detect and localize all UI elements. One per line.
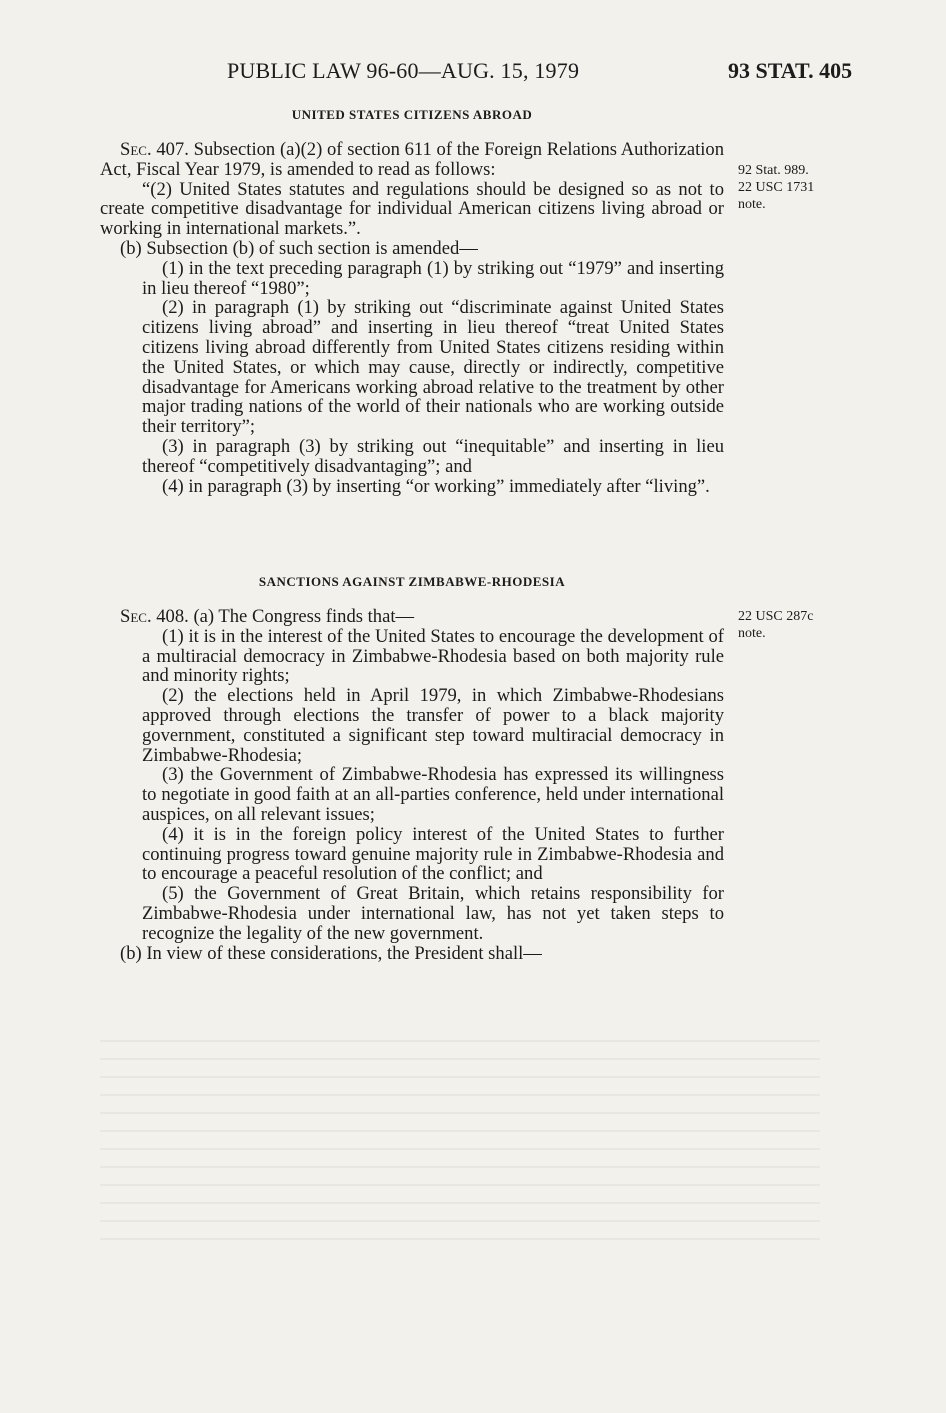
margin-note-line: note. [738,197,766,212]
sec-407-item-4: (4) in paragraph (3) by inserting “or working” immediately after “living”. [162,475,710,497]
margin-note-line: 22 USC 287c [738,609,814,624]
section-heading-zimbabwe-rhodesia: SANCTIONS AGAINST ZIMBABWE-RHODESIA [258,574,566,589]
sec-408-item-2: (2) the elections held in April 1979, in which Zimbabwe-Rhodesians approved through elections the transfer of power to a black majority government, constituted a significant step toward multiracial democracy in Zimbabwe-Rhodesia; [142,685,724,766]
margin-note-line: note. [738,626,766,641]
page-header-title: PUBLIC LAW 96-60—AUG. 15, 1979 [227,58,580,83]
sec-407-item-3: (3) in paragraph (3) by striking out “inequitable” and inserting in lieu thereof “competitively disadvantaging”; and [142,435,724,477]
margin-note-sec-407 [738,162,814,213]
sec-label: Sec. [120,606,152,627]
sec-407-subsection-b: (b) Subsection (b) of such section is amended— [120,237,478,259]
sec-407-text: 407. Subsection (a)(2) of section 611 of the Foreign Relations Authorization Act, Fiscal Year 1979, is amended to read as follows: [100,139,724,180]
sec-408-text: 408. (a) The Congress finds that— [151,606,415,627]
sec-408-intro [100,607,724,627]
sec-408-item-5: (5) the Government of Great Britain, which retains responsibility for Zimbabwe-Rhodesia under international law, has not yet taken steps to recognize the legality of the new government. [142,883,724,944]
bleed-through-texture [100,1040,820,1240]
sec-408-item-3: (3) the Government of Zimbabwe-Rhodesia has expressed its willingness to negotiate in good faith at an all-parties conference, held under international auspices, on all relevant issues; [142,764,724,825]
section-408-body [100,607,724,963]
sec-408-item-1: (1) it is in the interest of the United States to encourage the development of a multiracial democracy in Zimbabwe-Rhodesia based on both majority rule and minority rights; [142,625,724,687]
margin-note-line: 92 Stat. 989. [738,163,809,178]
sec-408-item-4: (4) it is in the foreign policy interest of the United States to further continuing progress toward genuine majority rule in Zimbabwe-Rhodesia and to encourage a peaceful resolution of the conflict; and [142,823,724,885]
sec-label: Sec. [120,139,152,160]
margin-note-sec-408 [738,608,813,642]
margin-note-line: 22 USC 1731 [738,180,815,195]
sec-407-intro [100,140,724,180]
sec-407-item-1: (1) in the text preceding paragraph (1) by striking out “1979” and inserting in lieu thereof “1980”; [142,257,724,299]
section-407-body [100,140,724,496]
sec-408-subsection-b: (b) In view of these considerations, the President shall— [120,942,542,964]
page-header-stat: 93 STAT. 405 [728,58,853,83]
sec-407-item-2: (2) in paragraph (1) by striking out “discriminate against United States citizens living abroad” and inserting in lieu thereof “treat United States citizens living abroad differently from United States citizens residing within the United States, or which may cause, directly or indirectly, competitive disadvantage for Americans working abroad relative to the treatment by other major trading nations of the world of their nationals who are working outside their territory”; [142,297,724,438]
sec-407-para-2: “(2) United States statutes and regulations should be designed so as not to create competitive disadvantage for individual American citizens living abroad or working in international markets.”. [100,178,724,240]
section-heading-citizens-abroad: UNITED STATES CITIZENS ABROAD [291,107,533,122]
